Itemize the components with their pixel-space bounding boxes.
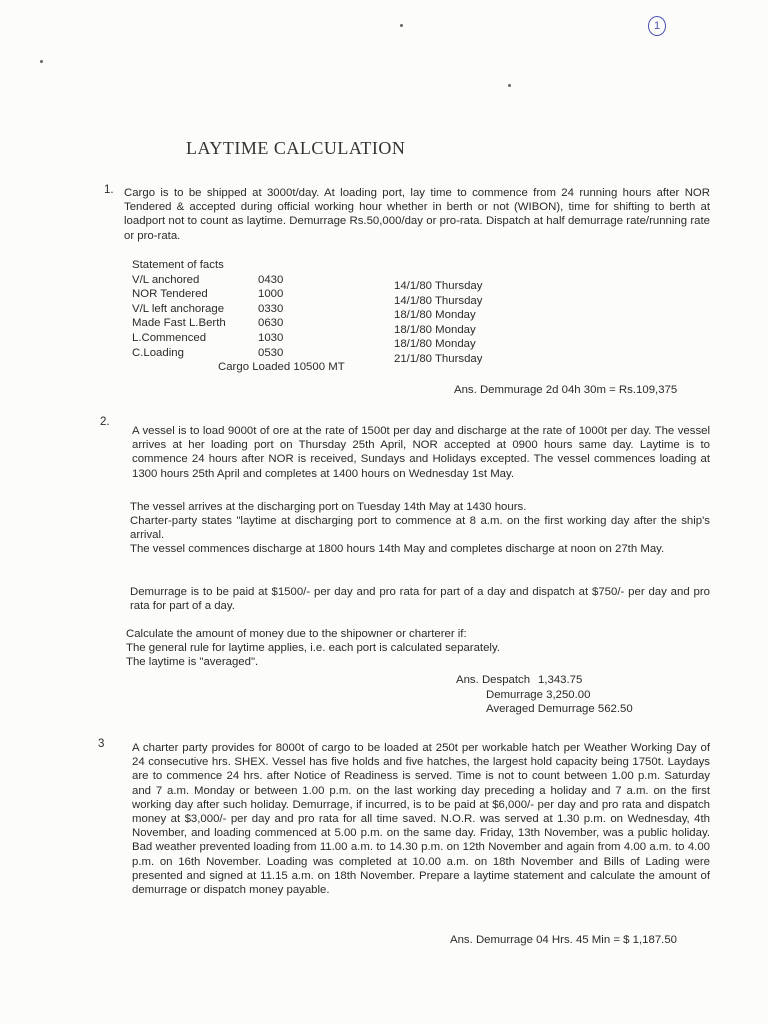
fact-row: NOR Tendered 1000 (132, 288, 284, 301)
question-2-paragraph: Demurrage is to be paid at $1500/- per day and pro rata for part of a day and dispatch at $750/- per day and pro rata for part of a day. (130, 586, 710, 613)
question-2-answer (456, 673, 633, 717)
fact-row: L.Commenced 1030 (132, 331, 284, 344)
question-2-paragraph: The laytime is "averaged". (126, 656, 259, 668)
answer-line: Averaged Demurrage 562.50 (486, 703, 633, 716)
question-2-number: 2. (100, 416, 110, 428)
question-2-paragraph: Charter-party states "laytime at discharging port to commence at 8 a.m. on the first working day after the ship's arrival. (130, 515, 710, 542)
answer-value: 1,343.75 (538, 674, 583, 686)
fact-row: V/L left anchorage 0330 (132, 302, 284, 315)
page-number-circle: 1 (648, 16, 666, 36)
fact-date: 14/1/80 Thursday (394, 280, 483, 292)
question-3-text: A charter party provides for 8000t of cargo to be loaded at 250t per workable hatch per Weather Working Day of 24 consecutive hrs. SHEX. Vessel has five holds and five hatches, the largest hold capacity being 1750t. Laydays are to commence 24 hrs. after Notice of Readiness is served. Time is not to count between 1.00 p.m. Saturday and 7 a.m. Monday or between 1.00 p.m. on the last working day preceding a holiday and 7 a.m. on the first working day after such holiday. Demurrage, if incurred, is to be paid at $6,000/- per day and pro rata and dispatch money at $3,000/- per day and pro rata for all time saved. N.O.R. was served at 1.30 p.m. on Wednesday, 4th November, and loading commenced at 5.00 p.m. on the same day. Friday, 13th November, was a public holiday. Bad weather prevented loading from 11.00 a.m. to 14.30 p.m. on 12th November and again from 4.00 a.m. to 4.00 p.m. on 16th November. Loading was completed at 10.00 a.m. on 18th November and Bills of Lading were presented and signed at 11.15 a.m. on 18th November. Prepare a laytime statement and calculate the amount of demurrage or dispatch money payable. (132, 742, 710, 897)
fact-date: 14/1/80 Thursday (394, 294, 483, 307)
question-3-number: 3 (98, 738, 105, 750)
question-2-paragraph: The vessel commences discharge at 1800 hours 14th May and completes discharge at noon on 27th May. (130, 543, 665, 555)
facts-heading: Statement of facts (132, 259, 224, 271)
fact-date: 18/1/80 Monday (394, 338, 476, 351)
fact-row: Made Fast L.Berth 0630 (132, 317, 284, 330)
question-1-text: Cargo is to be shipped at 3000t/day. At loading port, lay time to commence from 24 running hours after NOR Tendered & accepted during official working hour whether in berth or not (WIBON), time for shifting to berth at loadport not to count as laytime. Demurrage Rs.50,000/day or pro-rata. Dispatch at half demurrage rate/running rate or pro-rata. (124, 187, 710, 242)
fact-date: 18/1/80 Monday (394, 309, 476, 322)
question-1-answer: Ans. Demmurage 2d 04h 30m = Rs.109,375 (454, 384, 678, 396)
page-title: LAYTIME CALCULATION (186, 138, 406, 158)
fact-date: 21/1/80 Thursday (394, 352, 483, 365)
fact-row: V/L anchored 0430 (132, 273, 284, 286)
fact-dates (394, 279, 482, 367)
answer-label: Ans. Despatch (456, 674, 531, 686)
statement-of-facts (132, 258, 298, 360)
question-2-paragraph: The general rule for laytime applies, i.e. each port is calculated separately. (126, 642, 500, 654)
question-2-paragraph: Calculate the amount of money due to the shipowner or charterer if: (126, 628, 467, 640)
fact-row: C.Loading 0530 (132, 346, 284, 359)
question-2-paragraph: The vessel arrives at the discharging port on Tuesday 14th May at 1430 hours. (130, 501, 527, 513)
question-3-answer: Ans. Demurrage 04 Hrs. 45 Min = $ 1,187.50 (450, 934, 677, 946)
question-2-paragraph: A vessel is to load 9000t of ore at the rate of 1500t per day and discharge at the rate of 1000t per day. The vessel arrives at her loading port on Thursday 25th April, NOR accepted at 0900 hours same day. Laytime is to commence 24 hours after NOR is received, Sundays and Holidays excepted. The vessel commences loading at 1300 hours 25th April and completes at 1400 hours on Wednesday 1st May. (132, 425, 710, 480)
answer-line: Demurrage 3,250.00 (486, 688, 591, 701)
cargo-loaded: Cargo Loaded 10500 MT (218, 361, 345, 373)
question-1-number: 1. (104, 184, 114, 196)
fact-date: 18/1/80 Monday (394, 323, 476, 336)
